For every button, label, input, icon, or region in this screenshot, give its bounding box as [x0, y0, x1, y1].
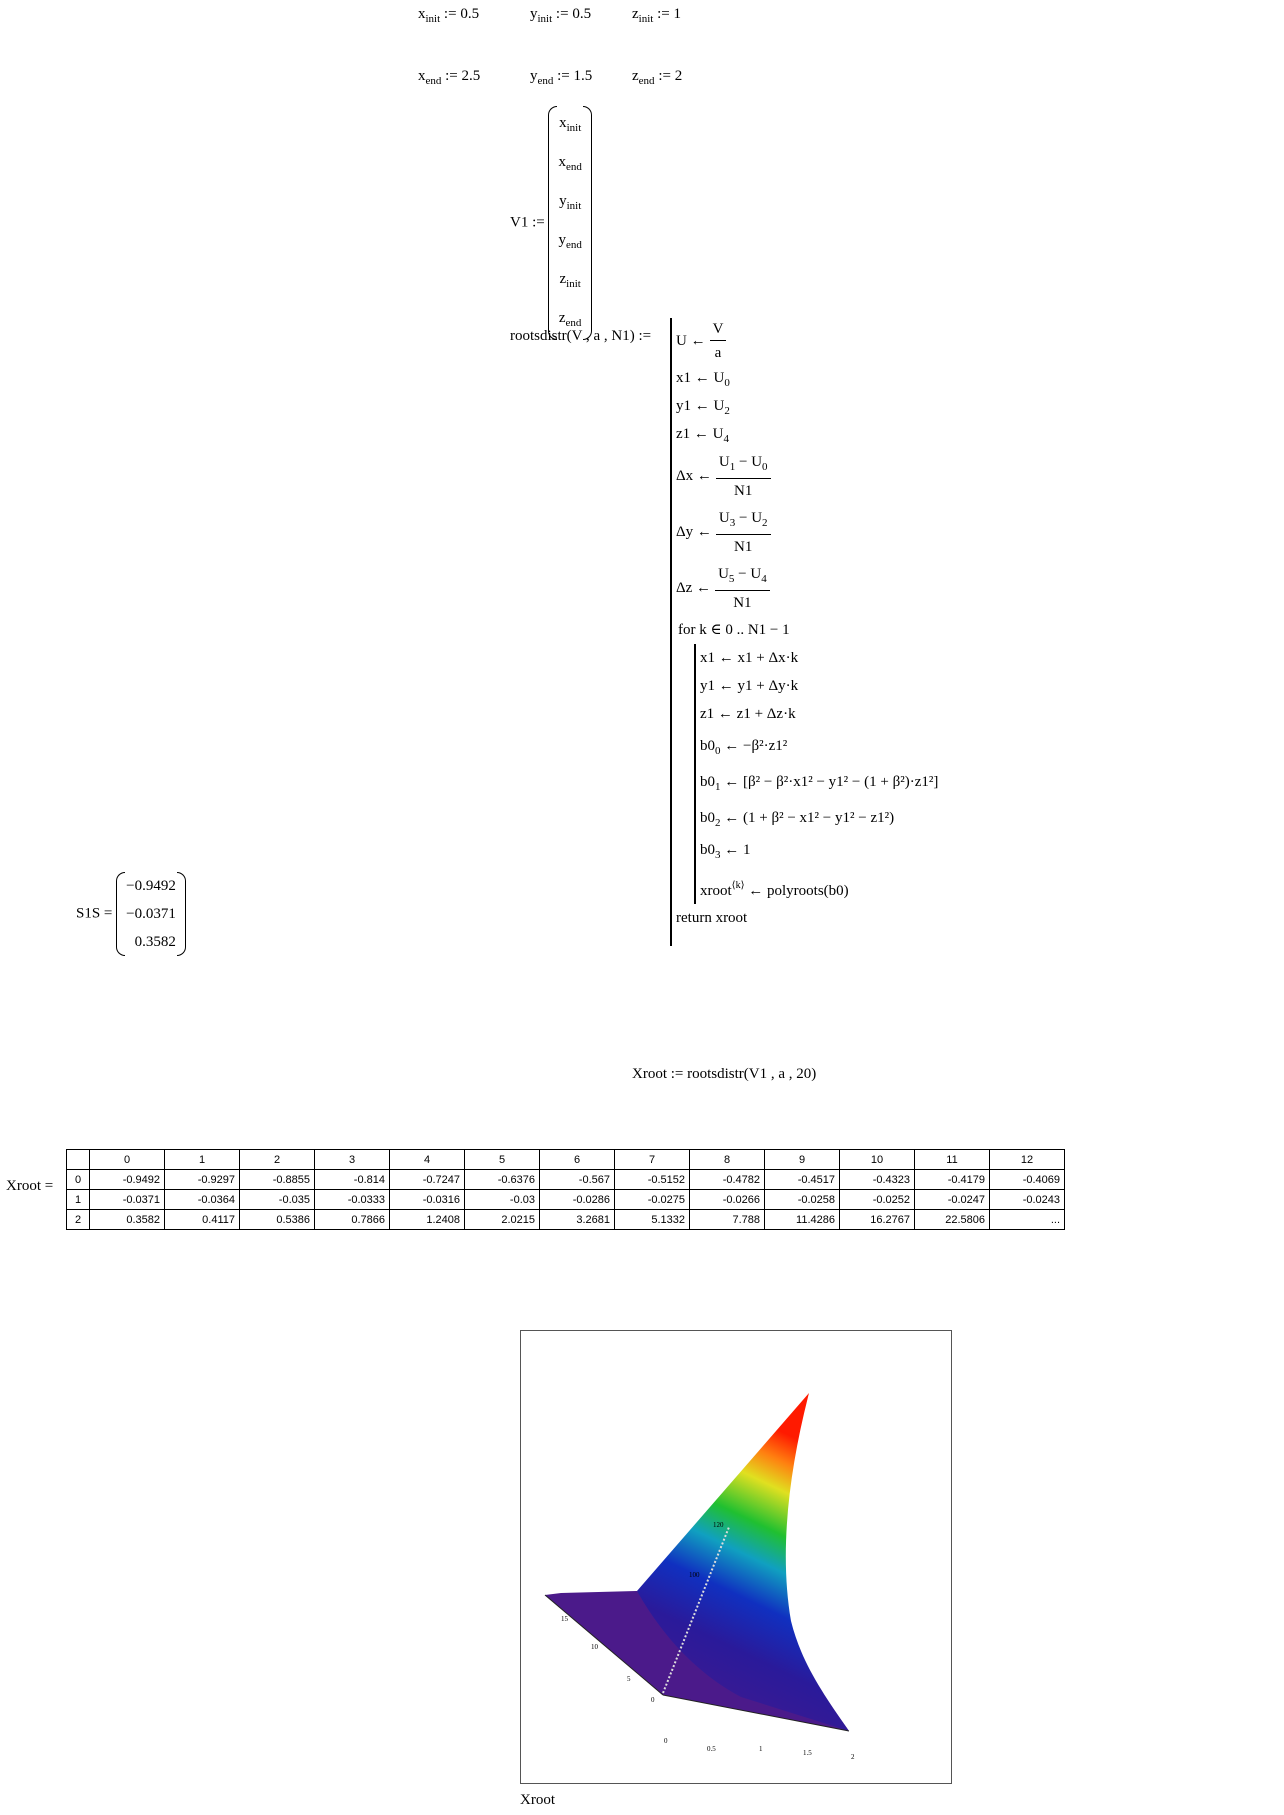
xroot-call[interactable]: Xroot := rootsdistr(V1 , a , 20): [632, 1066, 817, 1082]
y-tick-label: 10: [591, 1643, 598, 1651]
col-header: 1: [165, 1150, 240, 1170]
func-program-block[interactable]: [670, 318, 938, 946]
z-tick-label: 120: [713, 1521, 724, 1529]
v1-item: $y_{end}$: [558, 232, 582, 251]
s1s-result[interactable]: S1S = −0.9492 −0.0371 0.3582: [76, 872, 186, 956]
s1s-value: 0.3582: [134, 934, 176, 950]
col-header: 6: [540, 1150, 615, 1170]
line-y1: y1 ← $U_2$: [676, 398, 730, 417]
v1-item: $z_{end}$: [558, 310, 582, 329]
surface-plot[interactable]: [520, 1330, 952, 1784]
row-header: 1: [67, 1190, 90, 1210]
x-tick-label: 1: [759, 1745, 763, 1753]
table-row: 2 0.3582 0.4117 0.5386 0.7866 1.2408 2.0215 3.2681 5.1332 7.788 11.4286 16.2767 22.5806 ...: [67, 1210, 1065, 1230]
line-b03: $b0_3$ ← 1: [700, 842, 751, 861]
table-row: 1 -0.0371 -0.0364 -0.035 -0.0333 -0.0316 -0.03 -0.0286 -0.0275 -0.0266 -0.0258 -0.0252 -0.0247 -0.0243: [67, 1190, 1065, 1210]
row-header: 2: [67, 1210, 90, 1230]
v1-definition[interactable]: [510, 106, 592, 340]
col-header: 9: [765, 1150, 840, 1170]
table-header-row: [67, 1150, 1065, 1170]
col-header: 8: [690, 1150, 765, 1170]
col-header: 12: [990, 1150, 1065, 1170]
def-yend[interactable]: $y_{end}$ := 1.5: [530, 68, 593, 87]
def-zend[interactable]: $z_{end}$ := 2: [632, 68, 683, 87]
x-tick-label: 0: [664, 1737, 668, 1745]
line-u: U ← $\frac{V}{a}$: [676, 318, 938, 364]
def-yinit[interactable]: $y_{init}$ := 0.5: [530, 6, 592, 25]
col-header: 11: [915, 1150, 990, 1170]
table-row: 0 -0.9492 -0.9297 -0.8855 -0.814 -0.7247 -0.6376 -0.567 -0.5152 -0.4782 -0.4517 -0.4323 -0.4179 -0.4069: [67, 1170, 1065, 1190]
line-loop-z: z1 ← z1 + Δz·k: [700, 706, 796, 722]
v1-item: $y_{init}$: [559, 193, 582, 212]
def-xinit[interactable]: $x_{init}$ := 0.5: [418, 6, 480, 25]
z-tick-label: 100: [689, 1571, 700, 1579]
line-dz: Δz ← $\frac{U_5 - U_4}{N1}$: [676, 560, 938, 616]
x-tick-label: 1.5: [803, 1749, 812, 1757]
s1s-value: −0.0371: [126, 906, 176, 922]
surface-plot-svg: [521, 1331, 951, 1783]
v1-item: $x_{init}$: [559, 115, 582, 134]
col-header: 7: [615, 1150, 690, 1170]
row-header: 0: [67, 1170, 90, 1190]
col-header: 10: [840, 1150, 915, 1170]
line-x1: x1 ← $U_0$: [676, 370, 730, 389]
v1-item: $z_{init}$: [559, 271, 581, 290]
v1-vector: [548, 106, 591, 340]
line-dx: Δx ← $\frac{U_1 - U_0}{N1}$: [676, 448, 938, 504]
col-header: 2: [240, 1150, 315, 1170]
plot-caption: Xroot: [520, 1792, 555, 1808]
def-zinit[interactable]: $z_{init}$ := 1: [632, 6, 681, 25]
y-tick-label: 5: [627, 1675, 631, 1683]
line-xroot: xroot$^{⟨k⟩}$ ← polyroots(b0): [700, 880, 849, 899]
col-header: 0: [90, 1150, 165, 1170]
y-tick-label: 0: [651, 1696, 655, 1704]
line-dy: Δy ← $\frac{U_3 - U_2}{N1}$: [676, 504, 938, 560]
for-loop-body: [694, 644, 938, 904]
line-loop-x: x1 ← x1 + Δx·k: [700, 650, 799, 666]
col-header: 5: [465, 1150, 540, 1170]
col-header: 4: [390, 1150, 465, 1170]
def-xend[interactable]: $x_{end}$ := 2.5: [418, 68, 481, 87]
v1-item: $x_{end}$: [558, 154, 582, 173]
col-header: 3: [315, 1150, 390, 1170]
line-b00: $b0_0$ ← −β²·z1²: [700, 738, 788, 757]
x-tick-label: 0.5: [707, 1745, 716, 1753]
line-return: return xroot: [676, 910, 748, 926]
y-tick-label: 15: [561, 1615, 568, 1623]
s1s-vector: [116, 872, 186, 956]
v1-lhs: V1 :=: [510, 214, 545, 231]
xroot-table-container[interactable]: [66, 1149, 1065, 1230]
line-loop-y: y1 ← y1 + Δy·k: [700, 678, 799, 694]
line-b01: $b0_1$ ← [β² − β²·x1² − y1² − (1 + β²)·z1²]: [700, 774, 939, 793]
x-tick-label: 2: [851, 1753, 855, 1761]
line-b02: $b0_2$ ← (1 + β² − x1² − y1² − z1²): [700, 810, 895, 829]
xroot-table-label: Xroot =: [6, 1178, 54, 1194]
line-z1: z1 ← $U_4$: [676, 426, 729, 445]
line-for: for k ∈ 0 .. N1 − 1: [678, 622, 790, 638]
xroot-table[interactable]: [66, 1149, 1065, 1230]
s1s-value: −0.9492: [126, 878, 176, 894]
func-lhs[interactable]: rootsdistr(V , a , N1) :=: [510, 328, 652, 344]
